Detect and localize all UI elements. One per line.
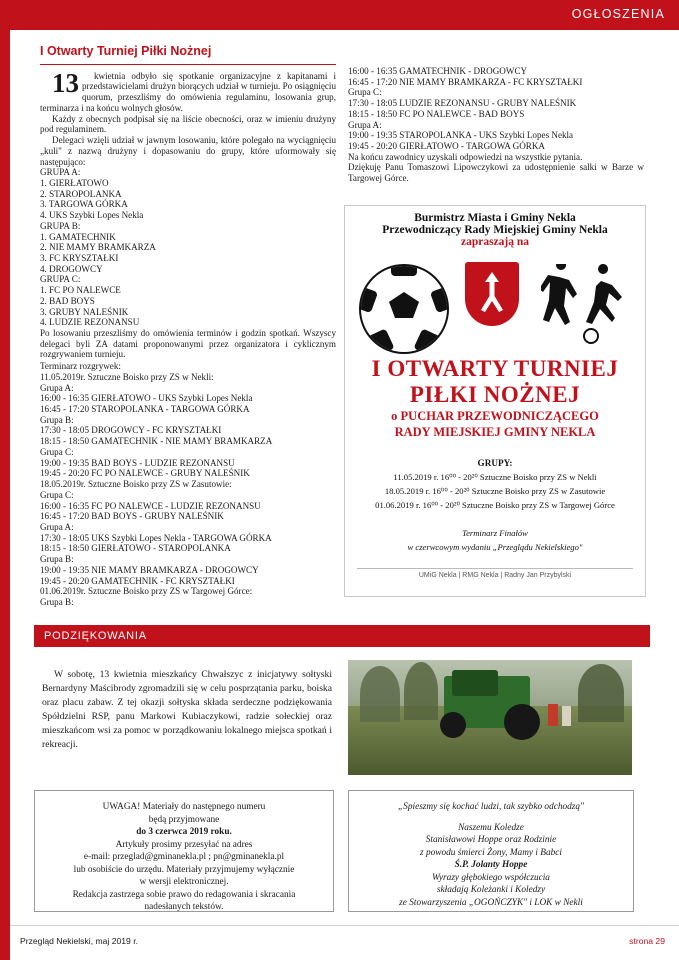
notice-line-4: Artykuły prosimy przesyłać na adres bbox=[115, 839, 253, 850]
obituary-box bbox=[348, 790, 634, 912]
obituary-line-2: Stanisławowi Hoppe oraz Rodzinie bbox=[425, 835, 557, 846]
notice-line-2: będą przyjmowane bbox=[148, 814, 220, 825]
thanks-paragraph: W sobotę, 13 kwietnia mieszkańcy Chwałszyc z inicjatywy sołtyski Bernardyny Maścibrody zgromadzili się w celu posprzątania parku, boiska oraz placu zabaw. Z tej okazji sołtyska składa serdeczne podziękowania Spółdzielni RSP, panu Markowi Kubiaczykowi, radzie sołeckiej oraz mieszkańcom wsi za pomoc w porządkowaniu lokalnego miejsca spotkań i rekreacji. bbox=[42, 669, 332, 750]
list-item: Grupa A: bbox=[40, 521, 74, 532]
tournament-poster bbox=[344, 205, 646, 597]
notice-emails: e-mail: przeglad@gminanekla.pl ; pn@gminanekla.pl bbox=[83, 852, 285, 863]
list-item: Grupa B: bbox=[40, 554, 74, 565]
poster-groups-label bbox=[345, 458, 645, 468]
list-item: 16:00 - 16:35 FC PO NALEWCE - LUDZIE REZONANSU bbox=[40, 500, 261, 511]
thanks-heading-text: PODZIĘKOWANIA bbox=[44, 630, 147, 642]
page-header-title: OGŁOSZENIA bbox=[571, 7, 665, 21]
list-item: 3. TARGOWA GÓRKA bbox=[40, 199, 128, 210]
list-item: 18.05.2019r. Sztuczne Boisko przy ZS w Zasutowie: bbox=[40, 479, 232, 490]
list-item: Grupa A: bbox=[348, 119, 382, 130]
article-after-groups: Po losowaniu przeszliśmy do omówienia terminów i godzin spotkań. Wszyscy delegaci byli ZA datami proponowanymi przez organizatora i cyklicznym rozgrywaniem turnieju. bbox=[40, 328, 336, 360]
notice-box bbox=[34, 790, 334, 912]
article-left-column bbox=[40, 44, 336, 608]
poster-line-1: Burmistrz Miasta i Gminy Nekla bbox=[414, 212, 576, 224]
list-item: 18:15 - 18:50 GIERŁATOWO - STAROPOLANKA bbox=[40, 543, 231, 554]
schedule-continued bbox=[348, 66, 644, 152]
thanks-text-column bbox=[42, 668, 332, 751]
town-crest-icon bbox=[465, 262, 519, 326]
list-item: 4. UKS Szybki Lopes Nekla bbox=[40, 210, 144, 221]
list-item: 17:30 - 18:05 LUDZIE REZONANSU - GRUBY NALEŚNIK bbox=[348, 98, 577, 109]
list-item: 19:00 - 19:35 NIE MAMY BRAMKARZA - DROGOWCY bbox=[40, 564, 259, 575]
poster-title-2: PIŁKI NOŻNEJ bbox=[409, 382, 581, 407]
list-item: 2. NIE MAMY BRAMKARZA bbox=[40, 242, 156, 253]
groups-label-text: GRUPY: bbox=[477, 458, 513, 468]
page-header-bar bbox=[10, 0, 679, 30]
list-item: 16:45 - 17:20 STAROPOLANKA - TARGOWA GÓRKA bbox=[40, 404, 250, 415]
list-item: 19:45 - 20:20 GIERŁATOWO - TARGOWA GÓRKA bbox=[348, 141, 545, 152]
list-item: 3. FC KRYSZTAŁKI bbox=[40, 252, 119, 263]
list-item: Grupa A: bbox=[40, 382, 74, 393]
list-item: 19:00 - 19:35 BAD BOYS - LUDZIE REZONANSU bbox=[40, 457, 235, 468]
obituary-quote: „Spieszmy się kochać ludzi, tak szybko odchodzą" bbox=[398, 802, 584, 812]
cleanup-photo bbox=[348, 660, 632, 775]
notice-line-9: nadesłanych tekstów. bbox=[144, 902, 224, 913]
list-item: GRUPA B: bbox=[40, 220, 81, 231]
group-list bbox=[40, 167, 336, 328]
list-item: 16:45 - 17:20 BAD BOYS - GRUBY NALEŚNIK bbox=[40, 511, 224, 522]
notice-line-7: w wersji elektronicznej. bbox=[139, 877, 229, 888]
list-item: 4. LUDZIE REZONANSU bbox=[40, 317, 140, 328]
players-silhouette-icon bbox=[541, 264, 633, 350]
list-item: 2. BAD BOYS bbox=[40, 295, 95, 306]
list-item: 18:15 - 18:50 GAMATECHNIK - NIE MAMY BRAMKARZA bbox=[40, 436, 273, 447]
notice-line-8: Redakcja zastrzega sobie prawo do redagowania i skracania bbox=[72, 889, 296, 900]
list-item: 2. STAROPOLANKA bbox=[40, 188, 122, 199]
notice-line-1: UWAGA! Materiały do następnego numeru bbox=[102, 802, 266, 812]
closing-line-2: Dziękuję Panu Tomaszowi Lipowczykowi za udostępnienie salki w Barze w Targowej Górce. bbox=[348, 162, 644, 184]
poster-title-4: RADY MIEJSKIEJ GMINY NEKLA bbox=[394, 425, 596, 439]
poster-date-1: 11.05.2019 r. 16⁰⁰ - 20²⁰ Sztuczne Boisko przy ZS w Nekli bbox=[393, 472, 597, 482]
list-item: 4. DROGOWCY bbox=[40, 263, 103, 274]
article-paragraph-1-text: kwietnia odbyło się spotkanie organizacyjne z kapitanami i przedstawicielami drużyn biorących udział w turnieju. Po osiągnięciu quorum, przeszliśmy do omówienia regulaminu, losowania grup, terminarza i na końcu wolnych głosów. bbox=[40, 70, 336, 113]
list-item: GRUPA C: bbox=[40, 274, 81, 285]
list-item: 1. FC PO NALEWCE bbox=[40, 285, 121, 296]
left-red-bar bbox=[0, 0, 10, 960]
list-item: Grupa C: bbox=[40, 489, 74, 500]
list-item: 18:15 - 18:50 FC PO NALEWCE - BAD BOYS bbox=[348, 108, 525, 119]
obituary-line-4: Wyrazy głębokiego współczucia bbox=[432, 872, 550, 883]
poster-final-1: Terminarz Finałów bbox=[462, 528, 528, 538]
obituary-line-1: Naszemu Koledze bbox=[458, 822, 524, 833]
page-footer bbox=[10, 925, 679, 960]
poster-footer: UMiG Nekla | RMG Nekla | Radny Jan Przybylski bbox=[357, 568, 633, 579]
notice-line-6: lub osobiście do urzędu. Materiały przyjmujemy wyłącznie bbox=[73, 864, 295, 875]
list-item: 17:30 - 18:05 UKS Szybki Lopes Nekla - TARGOWA GÓRKA bbox=[40, 532, 272, 543]
article-title: I Otwarty Turniej Piłki Nożnej bbox=[40, 44, 212, 58]
footer-left: Przegląd Nekielski, maj 2019 r. bbox=[20, 936, 138, 946]
obituary-line-5: składają Koleżanki i Koledzy bbox=[436, 885, 546, 896]
crest-arrow-icon bbox=[465, 262, 519, 326]
title-divider bbox=[40, 64, 336, 65]
list-item: 16:45 - 17:20 NIE MAMY BRAMKARZA - FC KRYSZTAŁKI bbox=[348, 76, 583, 87]
notice-deadline: do 3 czerwca 2019 roku. bbox=[136, 827, 232, 838]
list-item: Grupa B: bbox=[40, 414, 74, 425]
poster-final-2: w czerwcowym wydaniu „Przeglądu Nekielskiego" bbox=[407, 542, 583, 552]
poster-line-2: Przewodniczący Rady Miejskiej Gminy Nekla bbox=[382, 224, 608, 236]
football-icon bbox=[359, 264, 449, 354]
closing-lines bbox=[348, 152, 644, 163]
list-item: 17:30 - 18:05 DROGOWCY - FC KRYSZTAŁKI bbox=[40, 425, 222, 436]
obituary-content bbox=[349, 791, 633, 919]
poster-line-3: zapraszają na bbox=[460, 236, 530, 248]
poster-title-1: I OTWARTY TURNIEJ bbox=[371, 356, 619, 381]
obituary-line-6: ze Stowarzyszenia „OGOŃCZYK" i LOK w Nekli bbox=[399, 897, 583, 908]
list-item: Grupa C: bbox=[348, 87, 382, 98]
article-paragraph-2: Każdy z obecnych podpisał się na liście obecności, oraz w imieniu drużyny pod regulaminem. bbox=[40, 113, 336, 135]
list-item: 3. GRUBY NALEŚNIK bbox=[40, 306, 129, 317]
schedule-label: Terminarz rozgrywek: bbox=[40, 361, 121, 372]
article-paragraph-1 bbox=[40, 67, 336, 114]
list-item: 19:45 - 20:20 FC PO NALEWCE - GRUBY NALEŚNIK bbox=[40, 468, 250, 479]
list-item: 11.05.2019r. Sztuczne Boisko przy ZS w Nekli: bbox=[40, 371, 214, 382]
poster-date-3: 01.06.2019 r. 16⁰⁰ - 20²⁰ Sztuczne Boisko przy ZS w Targowej Górce bbox=[375, 500, 615, 510]
list-item: 16:00 - 16:35 GAMATECHNIK - DROGOWCY bbox=[348, 66, 528, 76]
list-item: Grupa B: bbox=[40, 596, 74, 607]
obituary-name: Ś.P. Jolanty Hoppe bbox=[454, 860, 528, 871]
list-item: Grupa C: bbox=[40, 446, 74, 457]
poster-title-3: o PUCHAR PRZEWODNICZĄCEGO bbox=[391, 409, 599, 423]
article-paragraph-3: Delegaci wzięli udział w jawnym losowaniu, które polegało na wyciągnięciu „kuli" z nazwą drużyny i dopasowaniu do grupy, które uformowały się następująco: bbox=[40, 135, 336, 167]
list-item: 1. GAMATECHNIK bbox=[40, 231, 116, 242]
list-item: 1. GIERŁATOWO bbox=[40, 177, 109, 188]
notice-content bbox=[35, 791, 333, 924]
schedule-list bbox=[40, 361, 336, 608]
closing-line-1: Na końcu zawodnicy uzyskali odpowiedzi na wszystkie pytania. bbox=[348, 151, 583, 162]
list-item: 19:45 - 20:20 GAMATECHNIK - FC KRYSZTAŁKI bbox=[40, 575, 235, 586]
list-item: GRUPA A: bbox=[40, 167, 81, 178]
poster-date-2: 18.05.2019 r. 16⁰⁰ - 20²⁰ Sztuczne Boisko przy ZS w Zasutowie bbox=[384, 486, 606, 496]
list-item: 16:00 - 16:35 GIERŁATOWO - UKS Szybki Lopes Nekla bbox=[40, 393, 253, 404]
obituary-line-3: z powodu śmierci Żony, Mamy i Babci bbox=[420, 847, 562, 858]
dropcap: 13 bbox=[52, 67, 79, 98]
footer-right: strona 29 bbox=[629, 936, 665, 946]
list-item: 19:00 - 19:35 STAROPOLANKA - UKS Szybki Lopes Nekla bbox=[348, 130, 574, 141]
list-item: 01.06.2019r. Sztuczne Boisko przy ZS w Targowej Górce: bbox=[40, 586, 253, 597]
thanks-section-header bbox=[34, 625, 650, 647]
article-right-column bbox=[348, 66, 644, 184]
